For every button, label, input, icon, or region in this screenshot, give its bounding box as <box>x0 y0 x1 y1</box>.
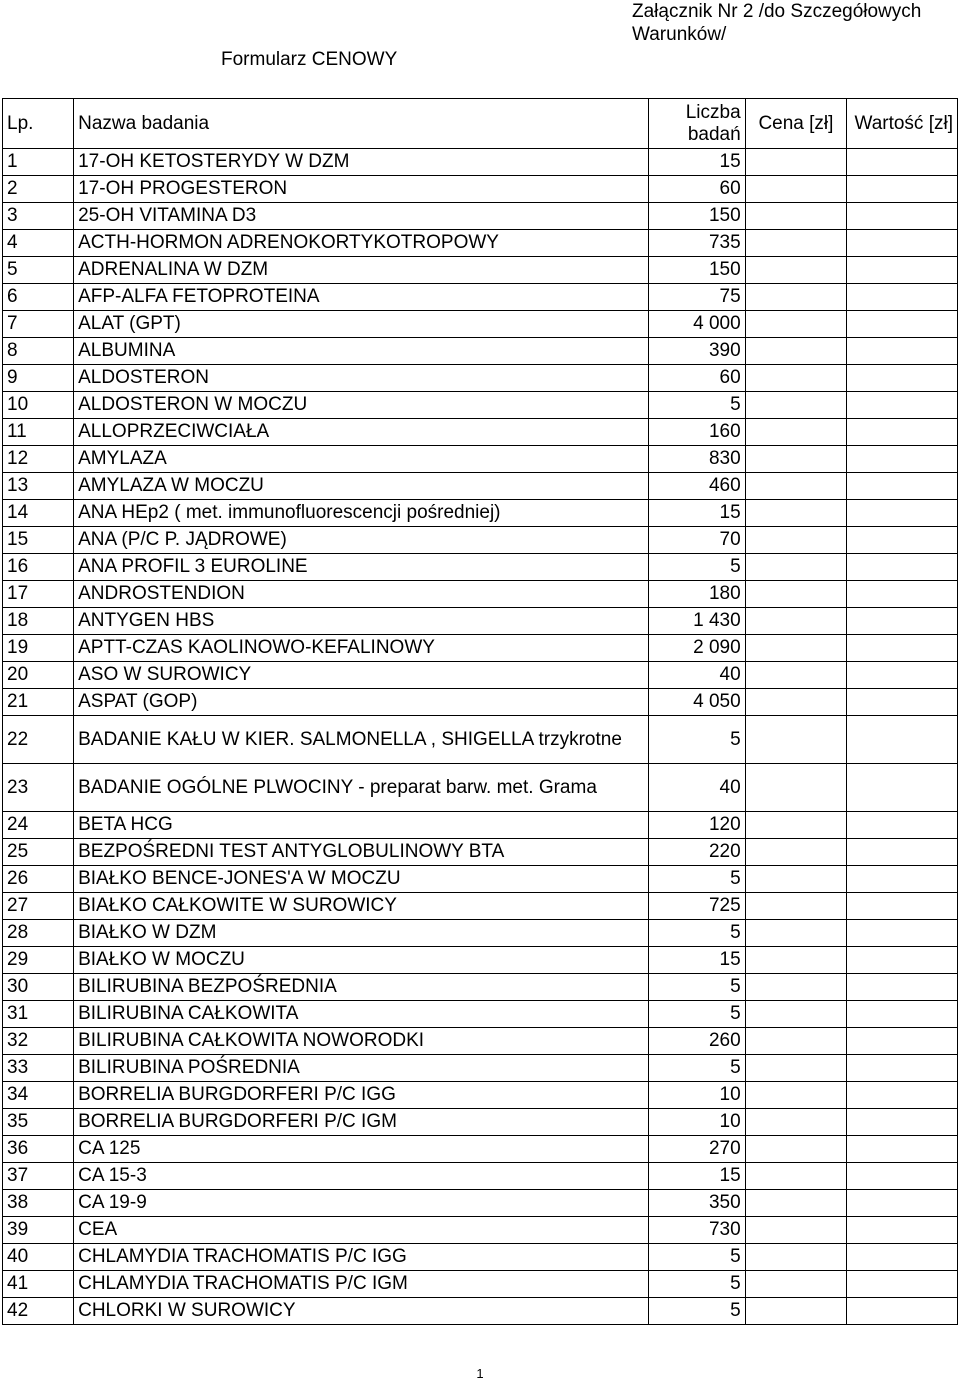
row-quantity: 15 <box>649 947 746 974</box>
row-price-cell[interactable] <box>745 1001 847 1028</box>
column-header-value <box>847 99 958 149</box>
page-number: 1 <box>476 1366 484 1381</box>
row-lp: 9 <box>3 365 74 392</box>
row-test-name: CA 15-3 <box>74 1163 649 1190</box>
row-test-name: BIAŁKO BENCE-JONES'A W MOCZU <box>74 866 649 893</box>
row-value-cell[interactable] <box>847 1190 958 1217</box>
row-lp: 17 <box>3 581 74 608</box>
row-value-cell[interactable] <box>847 176 958 203</box>
row-price-cell[interactable] <box>745 716 847 764</box>
row-value-cell[interactable] <box>847 1082 958 1109</box>
row-lp: 7 <box>3 311 74 338</box>
row-lp: 12 <box>3 446 74 473</box>
row-value-cell[interactable] <box>847 839 958 866</box>
row-quantity: 725 <box>649 893 746 920</box>
row-value-cell[interactable] <box>847 1055 958 1082</box>
row-test-name: ALDOSTERON <box>74 365 649 392</box>
table-header-row <box>3 99 958 149</box>
row-price-cell[interactable] <box>745 392 847 419</box>
row-price-cell[interactable] <box>745 338 847 365</box>
row-quantity: 735 <box>649 230 746 257</box>
table-row <box>3 1217 958 1244</box>
row-test-name: ANA (P/C P. JĄDROWE) <box>74 527 649 554</box>
row-test-name: AMYLAZA W MOCZU <box>74 473 649 500</box>
table-row <box>3 392 958 419</box>
row-test-name: AMYLAZA <box>74 446 649 473</box>
row-price-cell[interactable] <box>745 500 847 527</box>
row-value-cell[interactable] <box>847 419 958 446</box>
table-row <box>3 1136 958 1163</box>
table-row <box>3 893 958 920</box>
row-price-cell[interactable] <box>745 764 847 812</box>
row-lp: 19 <box>3 635 74 662</box>
row-test-name: 17-OH KETOSTERYDY W DZM <box>74 149 649 176</box>
table-row <box>3 581 958 608</box>
row-lp: 26 <box>3 866 74 893</box>
row-quantity: 15 <box>649 500 746 527</box>
row-test-name: BIAŁKO CAŁKOWITE W SUROWICY <box>74 893 649 920</box>
row-value-cell[interactable] <box>847 920 958 947</box>
row-quantity: 120 <box>649 812 746 839</box>
row-value-cell[interactable] <box>847 365 958 392</box>
row-lp: 23 <box>3 764 74 812</box>
row-quantity: 350 <box>649 1190 746 1217</box>
table-row <box>3 149 958 176</box>
table-row <box>3 203 958 230</box>
row-value-cell[interactable] <box>847 974 958 1001</box>
column-header-name: Nazwa badania <box>74 99 649 149</box>
row-lp: 4 <box>3 230 74 257</box>
row-quantity: 10 <box>649 1109 746 1136</box>
row-value-cell[interactable] <box>847 635 958 662</box>
row-test-name: CHLORKI W SUROWICY <box>74 1298 649 1325</box>
row-price-cell[interactable] <box>745 689 847 716</box>
row-quantity: 5 <box>649 1055 746 1082</box>
row-lp: 41 <box>3 1271 74 1298</box>
row-quantity: 5 <box>649 920 746 947</box>
table-row <box>3 365 958 392</box>
row-value-cell[interactable] <box>847 1028 958 1055</box>
row-value-cell[interactable] <box>847 500 958 527</box>
row-quantity: 60 <box>649 365 746 392</box>
row-value-cell[interactable] <box>847 1136 958 1163</box>
row-lp: 21 <box>3 689 74 716</box>
table-row <box>3 635 958 662</box>
row-test-name: ANTYGEN HBS <box>74 608 649 635</box>
row-lp: 34 <box>3 1082 74 1109</box>
row-quantity: 180 <box>649 581 746 608</box>
row-price-cell[interactable] <box>745 527 847 554</box>
row-quantity: 160 <box>649 419 746 446</box>
row-value-cell[interactable] <box>847 1271 958 1298</box>
row-value-cell[interactable] <box>847 866 958 893</box>
row-test-name: BILIRUBINA BEZPOŚREDNIA <box>74 974 649 1001</box>
row-price-cell[interactable] <box>745 554 847 581</box>
row-price-cell[interactable] <box>745 893 847 920</box>
row-lp: 42 <box>3 1298 74 1325</box>
row-price-cell[interactable] <box>745 446 847 473</box>
row-lp: 27 <box>3 893 74 920</box>
table-row <box>3 473 958 500</box>
table-row <box>3 1055 958 1082</box>
table-row <box>3 1001 958 1028</box>
table-row <box>3 284 958 311</box>
row-lp: 3 <box>3 203 74 230</box>
row-test-name: CEA <box>74 1217 649 1244</box>
table-row <box>3 662 958 689</box>
row-quantity: 10 <box>649 1082 746 1109</box>
table-row <box>3 500 958 527</box>
row-lp: 37 <box>3 1163 74 1190</box>
row-price-cell[interactable] <box>745 839 847 866</box>
row-lp: 11 <box>3 419 74 446</box>
table-row <box>3 1190 958 1217</box>
row-test-name: ACTH-HORMON ADRENOKORTYKOTROPOWY <box>74 230 649 257</box>
table-row <box>3 257 958 284</box>
row-quantity: 4 050 <box>649 689 746 716</box>
row-price-cell[interactable] <box>745 635 847 662</box>
row-quantity: 60 <box>649 176 746 203</box>
row-lp: 13 <box>3 473 74 500</box>
row-test-name: BADANIE OGÓLNE PLWOCINY - preparat barw. met. Grama <box>74 764 649 812</box>
row-quantity: 150 <box>649 203 746 230</box>
row-price-cell[interactable] <box>745 230 847 257</box>
row-lp: 38 <box>3 1190 74 1217</box>
table-row <box>3 839 958 866</box>
row-price-cell[interactable] <box>745 608 847 635</box>
table-row <box>3 689 958 716</box>
row-price-cell[interactable] <box>745 812 847 839</box>
table-row <box>3 920 958 947</box>
table-row <box>3 1028 958 1055</box>
row-lp: 29 <box>3 947 74 974</box>
table-body <box>3 149 958 1325</box>
row-quantity: 5 <box>649 1244 746 1271</box>
row-lp: 14 <box>3 500 74 527</box>
row-value-cell[interactable] <box>847 473 958 500</box>
column-header-value-text: Wartość [zł] <box>854 112 953 134</box>
row-value-cell[interactable] <box>847 554 958 581</box>
column-header-lp: Lp. <box>3 99 74 149</box>
row-test-name: ASO W SUROWICY <box>74 662 649 689</box>
price-table <box>2 98 958 1325</box>
row-test-name: BIAŁKO W DZM <box>74 920 649 947</box>
row-value-cell[interactable] <box>847 392 958 419</box>
row-quantity: 70 <box>649 527 746 554</box>
row-price-cell[interactable] <box>745 1298 847 1325</box>
row-lp: 24 <box>3 812 74 839</box>
row-quantity: 5 <box>649 1298 746 1325</box>
row-quantity: 4 000 <box>649 311 746 338</box>
row-value-cell[interactable] <box>847 662 958 689</box>
row-quantity: 460 <box>649 473 746 500</box>
row-lp: 40 <box>3 1244 74 1271</box>
row-test-name: CA 125 <box>74 1136 649 1163</box>
row-price-cell[interactable] <box>745 974 847 1001</box>
table-row <box>3 419 958 446</box>
row-price-cell[interactable] <box>745 1217 847 1244</box>
row-price-cell[interactable] <box>745 1028 847 1055</box>
table-row <box>3 1109 958 1136</box>
table-row <box>3 608 958 635</box>
row-quantity: 5 <box>649 392 746 419</box>
table-row <box>3 947 958 974</box>
table-row <box>3 1082 958 1109</box>
row-value-cell[interactable] <box>847 893 958 920</box>
row-value-cell[interactable] <box>847 311 958 338</box>
row-value-cell[interactable] <box>847 230 958 257</box>
row-value-cell[interactable] <box>847 689 958 716</box>
row-quantity: 260 <box>649 1028 746 1055</box>
row-value-cell[interactable] <box>847 608 958 635</box>
row-value-cell[interactable] <box>847 446 958 473</box>
row-price-cell[interactable] <box>745 1271 847 1298</box>
row-test-name: ALAT (GPT) <box>74 311 649 338</box>
row-test-name: AFP-ALFA FETOPROTEINA <box>74 284 649 311</box>
row-test-name: BILIRUBINA CAŁKOWITA <box>74 1001 649 1028</box>
column-header-qty <box>649 99 746 149</box>
row-quantity: 15 <box>649 149 746 176</box>
row-quantity: 730 <box>649 1217 746 1244</box>
row-test-name: BORRELIA BURGDORFERI P/C IGG <box>74 1082 649 1109</box>
row-lp: 5 <box>3 257 74 284</box>
row-test-name: ANA HEp2 ( met. immunofluorescencji pośredniej) <box>74 500 649 527</box>
row-test-name: BILIRUBINA POŚREDNIA <box>74 1055 649 1082</box>
table-row <box>3 1298 958 1325</box>
table-row <box>3 230 958 257</box>
table-row <box>3 716 958 764</box>
table-row <box>3 527 958 554</box>
row-price-cell[interactable] <box>745 149 847 176</box>
row-value-cell[interactable] <box>847 1109 958 1136</box>
table-row <box>3 176 958 203</box>
row-value-cell[interactable] <box>847 1244 958 1271</box>
row-quantity: 5 <box>649 1001 746 1028</box>
row-quantity: 75 <box>649 284 746 311</box>
row-value-cell[interactable] <box>847 716 958 764</box>
row-test-name: ADRENALINA W DZM <box>74 257 649 284</box>
row-value-cell[interactable] <box>847 149 958 176</box>
row-test-name: CHLAMYDIA TRACHOMATIS P/C IGG <box>74 1244 649 1271</box>
row-price-cell[interactable] <box>745 419 847 446</box>
row-price-cell[interactable] <box>745 284 847 311</box>
row-lp: 2 <box>3 176 74 203</box>
row-price-cell[interactable] <box>745 1082 847 1109</box>
row-quantity: 830 <box>649 446 746 473</box>
row-value-cell[interactable] <box>847 1001 958 1028</box>
row-lp: 16 <box>3 554 74 581</box>
row-price-cell[interactable] <box>745 1055 847 1082</box>
row-test-name: 17-OH PROGESTERON <box>74 176 649 203</box>
table-row <box>3 554 958 581</box>
row-value-cell[interactable] <box>847 812 958 839</box>
row-quantity: 220 <box>649 839 746 866</box>
row-test-name: CA 19-9 <box>74 1190 649 1217</box>
row-value-cell[interactable] <box>847 1217 958 1244</box>
row-price-cell[interactable] <box>745 176 847 203</box>
row-quantity: 150 <box>649 257 746 284</box>
row-value-cell[interactable] <box>847 764 958 812</box>
table-row <box>3 1244 958 1271</box>
row-price-cell[interactable] <box>745 203 847 230</box>
row-test-name: ALBUMINA <box>74 338 649 365</box>
row-value-cell[interactable] <box>847 257 958 284</box>
column-header-price: Cena [zł] <box>745 99 847 149</box>
row-price-cell[interactable] <box>745 920 847 947</box>
row-lp: 39 <box>3 1217 74 1244</box>
row-test-name: BORRELIA BURGDORFERI P/C IGM <box>74 1109 649 1136</box>
row-lp: 32 <box>3 1028 74 1055</box>
row-lp: 6 <box>3 284 74 311</box>
row-quantity: 40 <box>649 662 746 689</box>
row-test-name: 25-OH VITAMINA D3 <box>74 203 649 230</box>
row-quantity: 5 <box>649 554 746 581</box>
row-test-name: APTT-CZAS KAOLINOWO-KEFALINOWY <box>74 635 649 662</box>
row-quantity: 5 <box>649 716 746 764</box>
row-quantity: 1 430 <box>649 608 746 635</box>
table-row <box>3 1163 958 1190</box>
row-value-cell[interactable] <box>847 1298 958 1325</box>
row-quantity: 15 <box>649 1163 746 1190</box>
row-quantity: 5 <box>649 866 746 893</box>
table-row <box>3 812 958 839</box>
row-lp: 10 <box>3 392 74 419</box>
row-price-cell[interactable] <box>745 365 847 392</box>
row-price-cell[interactable] <box>745 947 847 974</box>
row-test-name: ALLOPRZECIWCIAŁA <box>74 419 649 446</box>
row-value-cell[interactable] <box>847 1163 958 1190</box>
row-price-cell[interactable] <box>745 1136 847 1163</box>
row-lp: 36 <box>3 1136 74 1163</box>
table-row <box>3 974 958 1001</box>
row-lp: 25 <box>3 839 74 866</box>
row-lp: 1 <box>3 149 74 176</box>
row-test-name: BEZPOŚREDNI TEST ANTYGLOBULINOWY BTA <box>74 839 649 866</box>
row-price-cell[interactable] <box>745 1190 847 1217</box>
row-test-name: BETA HCG <box>74 812 649 839</box>
row-test-name: BILIRUBINA CAŁKOWITA NOWORODKI <box>74 1028 649 1055</box>
row-quantity: 270 <box>649 1136 746 1163</box>
row-value-cell[interactable] <box>847 284 958 311</box>
row-price-cell[interactable] <box>745 662 847 689</box>
row-test-name: ANA PROFIL 3 EUROLINE <box>74 554 649 581</box>
attachment-note: Załącznik Nr 2 /do Szczegółowych Warunków/ <box>632 1 922 45</box>
row-price-cell[interactable] <box>745 257 847 284</box>
row-quantity: 40 <box>649 764 746 812</box>
row-price-cell[interactable] <box>745 1163 847 1190</box>
row-lp: 20 <box>3 662 74 689</box>
row-quantity: 2 090 <box>649 635 746 662</box>
row-value-cell[interactable] <box>847 527 958 554</box>
row-price-cell[interactable] <box>745 1109 847 1136</box>
row-lp: 30 <box>3 974 74 1001</box>
row-lp: 15 <box>3 527 74 554</box>
row-test-name: ALDOSTERON W MOCZU <box>74 392 649 419</box>
row-value-cell[interactable] <box>847 581 958 608</box>
row-test-name: ASPAT (GOP) <box>74 689 649 716</box>
row-value-cell[interactable] <box>847 947 958 974</box>
row-price-cell[interactable] <box>745 311 847 338</box>
column-header-qty-text: Liczba badań <box>685 101 741 145</box>
row-quantity: 5 <box>649 974 746 1001</box>
row-lp: 22 <box>3 716 74 764</box>
row-lp: 31 <box>3 1001 74 1028</box>
table-row <box>3 866 958 893</box>
row-lp: 8 <box>3 338 74 365</box>
row-lp: 35 <box>3 1109 74 1136</box>
table-row <box>3 1271 958 1298</box>
row-price-cell[interactable] <box>745 1244 847 1271</box>
row-value-cell[interactable] <box>847 338 958 365</box>
row-value-cell[interactable] <box>847 203 958 230</box>
table-row <box>3 764 958 812</box>
table-row <box>3 338 958 365</box>
row-price-cell[interactable] <box>745 473 847 500</box>
row-price-cell[interactable] <box>745 866 847 893</box>
row-price-cell[interactable] <box>745 581 847 608</box>
form-title: Formularz CENOWY <box>221 49 398 70</box>
row-test-name: BADANIE KAŁU W KIER. SALMONELLA , SHIGELLA trzykrotne <box>74 716 649 764</box>
row-test-name: CHLAMYDIA TRACHOMATIS P/C IGM <box>74 1271 649 1298</box>
row-quantity: 5 <box>649 1271 746 1298</box>
row-lp: 33 <box>3 1055 74 1082</box>
row-lp: 18 <box>3 608 74 635</box>
table-row <box>3 311 958 338</box>
row-quantity: 390 <box>649 338 746 365</box>
row-lp: 28 <box>3 920 74 947</box>
row-test-name: ANDROSTENDION <box>74 581 649 608</box>
table-row <box>3 446 958 473</box>
row-test-name: BIAŁKO W MOCZU <box>74 947 649 974</box>
